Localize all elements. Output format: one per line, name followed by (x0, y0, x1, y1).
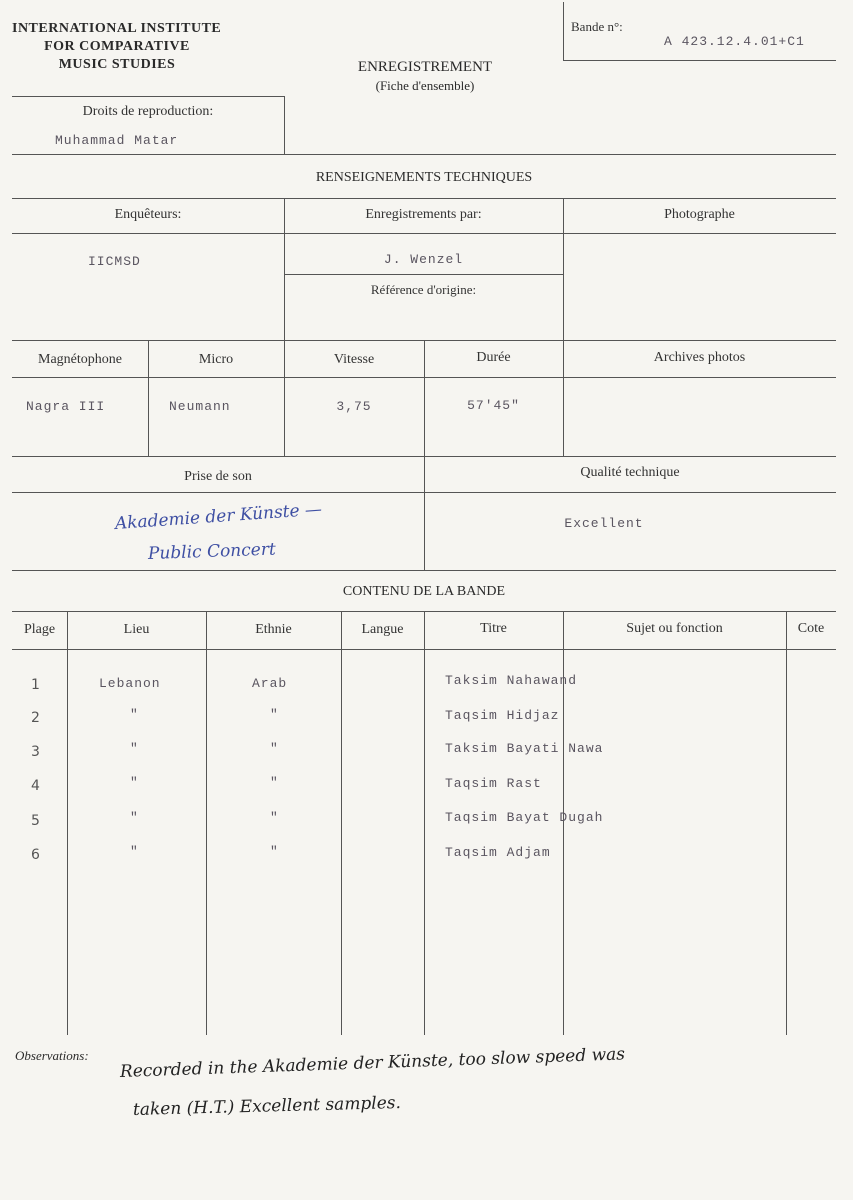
row-3-ethnie[interactable]: " (270, 741, 279, 756)
qualite-value[interactable]: Excellent (564, 516, 644, 531)
col-header-cote: Cote (797, 621, 825, 636)
institute-name (12, 20, 262, 74)
droits-value[interactable]: Muhammad Matar (55, 133, 179, 148)
bande-box-left (563, 2, 564, 60)
row-3-titre[interactable]: Taksim Bayati Nawa (445, 741, 604, 756)
row-6-plage: 6 (31, 847, 40, 863)
row-2-ethnie[interactable]: " (270, 707, 279, 722)
row-1-titre[interactable]: Taksim Nahawand (445, 673, 578, 688)
observations-line-2[interactable]: taken (H.T.) Excellent samples. (132, 1092, 402, 1120)
col-header-ethnie: Ethnie (255, 622, 292, 637)
duree-label: Durée (476, 350, 511, 365)
col-header-lieu: Lieu (123, 622, 150, 637)
magnetophone-value[interactable]: Nagra III (26, 399, 106, 414)
magnetophone-label: Magnétophone (38, 352, 122, 367)
row-6-titre[interactable]: Taqsim Adjam (445, 845, 551, 860)
row-2-plage: 2 (31, 710, 40, 726)
institute-line-1: INTERNATIONAL INSTITUTE (12, 21, 222, 36)
duree-value[interactable]: 57'45" (467, 398, 520, 413)
droits-box-right (284, 96, 285, 154)
row-5-titre[interactable]: Taqsim Bayat Dugah (445, 810, 604, 825)
prise-value-line-2[interactable]: Public Concert (147, 539, 277, 564)
form-subtitle: (Fiche d'ensemble) (375, 78, 475, 93)
rule-reference (284, 274, 563, 275)
institute-line-3: MUSIC STUDIES (58, 57, 176, 72)
row-2-titre[interactable]: Taqsim Hidjaz (445, 708, 560, 723)
col-header-langue: Langue (361, 622, 404, 637)
bande-value[interactable]: A 423.12.4.01+C1 (664, 34, 805, 49)
col-divider-sujet (786, 611, 787, 1035)
archives-label: Archives photos (653, 350, 746, 365)
tech-section-title: RENSEIGNEMENTS TECHNIQUES (315, 170, 533, 185)
enregistrements-label: Enregistrements par: (365, 207, 482, 222)
form-title: ENREGISTREMENT (357, 59, 493, 75)
droits-label: Droits de reproduction: (82, 104, 214, 119)
rule-tech-2 (12, 233, 836, 234)
col-divider-plage (67, 611, 68, 1035)
row-1-plage: 1 (31, 677, 40, 693)
observations-line-1[interactable]: Recorded in the Akademie der Künste, too slow speed was (119, 1044, 626, 1082)
tech-divider-5 (424, 340, 425, 570)
contenu-section-title: CONTENU DE LA BANDE (342, 584, 506, 599)
row-2-lieu[interactable]: " (130, 707, 139, 722)
rule-tech-6 (12, 492, 836, 493)
rule-tech-1 (12, 198, 836, 199)
row-5-plage: 5 (31, 813, 40, 829)
institute-line-2: FOR COMPARATIVE (44, 39, 190, 54)
prise-value-line-1[interactable]: Akademie der Künste — (114, 499, 323, 534)
micro-value[interactable]: Neumann (169, 399, 231, 414)
row-3-lieu[interactable]: " (130, 741, 139, 756)
col-divider-lieu (206, 611, 207, 1035)
enqueteurs-value[interactable]: IICMSD (88, 254, 141, 269)
rule-contenu-top (12, 570, 836, 571)
enqueteurs-label: Enquêteurs: (114, 207, 182, 222)
row-4-plage: 4 (31, 778, 40, 794)
rule-tech-5 (12, 456, 836, 457)
droits-box-top (12, 96, 284, 97)
vitesse-label: Vitesse (333, 352, 375, 367)
row-6-lieu[interactable]: " (130, 844, 139, 859)
micro-label: Micro (198, 352, 234, 367)
enregistrements-value[interactable]: J. Wenzel (383, 252, 464, 267)
rule-tech-top (12, 154, 836, 155)
prise-label: Prise de son (184, 469, 252, 484)
vitesse-value[interactable]: 3,75 (336, 399, 372, 414)
photographe-label: Photographe (664, 207, 735, 222)
row-6-ethnie[interactable]: " (270, 844, 279, 859)
qualite-label: Qualité technique (580, 465, 680, 480)
row-1-lieu[interactable]: Lebanon (99, 676, 161, 691)
col-header-sujet: Sujet ou fonction (626, 621, 723, 636)
row-4-titre[interactable]: Taqsim Rast (445, 776, 542, 791)
row-5-ethnie[interactable]: " (270, 810, 279, 825)
col-header-plage: Plage (23, 622, 56, 637)
col-header-titre: Titre (480, 621, 507, 636)
reference-label: Référence d'origine: (370, 282, 477, 297)
row-4-ethnie[interactable]: " (270, 775, 279, 790)
observations-label: Observations: (15, 1048, 89, 1063)
bande-box-bottom (563, 60, 836, 61)
rule-tech-4 (12, 377, 836, 378)
row-1-ethnie[interactable]: Arab (252, 676, 288, 691)
col-divider-ethnie (341, 611, 342, 1035)
col-divider-langue (424, 611, 425, 1035)
row-3-plage: 3 (31, 744, 40, 760)
row-4-lieu[interactable]: " (130, 775, 139, 790)
row-5-lieu[interactable]: " (130, 810, 139, 825)
bande-label: Bande n°: (571, 19, 623, 34)
